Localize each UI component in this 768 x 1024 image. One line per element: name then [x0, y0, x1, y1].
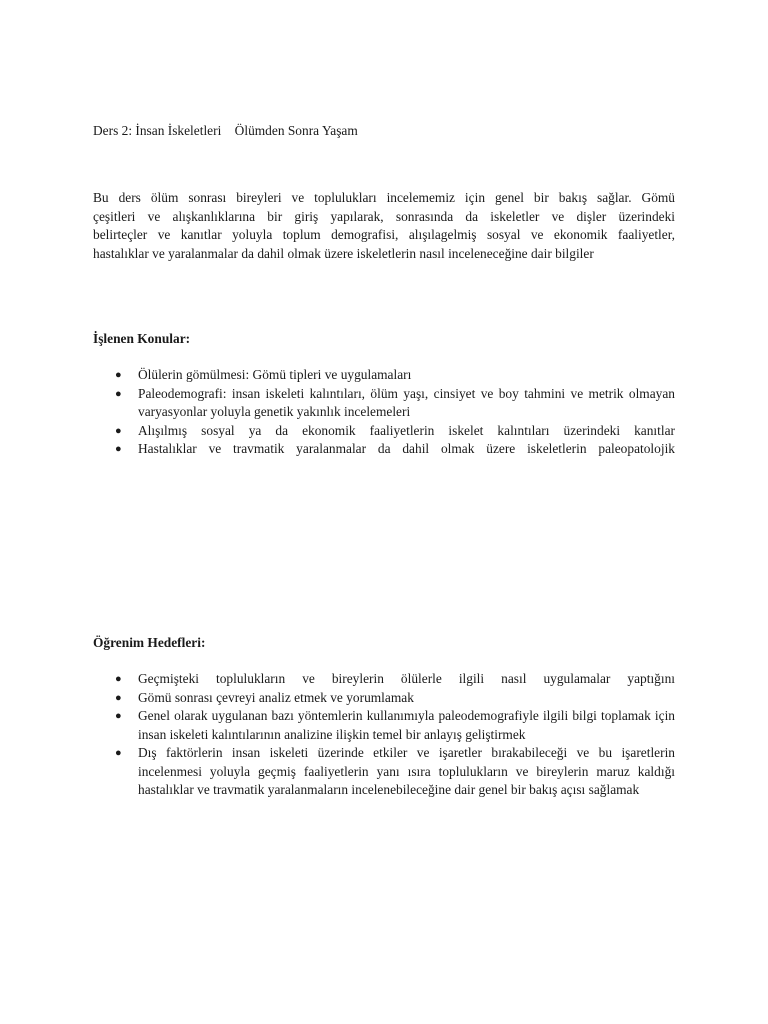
list-item: [93, 670, 675, 689]
topic-text: Alışılmış sosyal ya da ekonomik faaliyetlerin iskelet kalıntıları üzerindeki kanıtlar: [138, 422, 675, 438]
intro-line: belirteçler ve kanıtlar yoluyla toplum demografisi, alışılagelmiş sosyal ve ekonomik faaliyetler,: [93, 227, 675, 242]
list-item: [93, 385, 675, 422]
bullet-icon: ●: [115, 369, 122, 381]
bullet-icon: ●: [115, 747, 122, 759]
list-item: [93, 422, 675, 441]
list-item: [93, 366, 675, 385]
topics-heading: İşlenen Konular:: [93, 331, 191, 346]
intro-line: Bu ders ölüm sonrası bireyleri ve toplulukları incelememiz için genel bir bakış sağlar. Gömü: [93, 190, 675, 205]
bullet-icon: ●: [115, 424, 122, 437]
bullet-icon: ●: [115, 673, 122, 685]
goal-text: Gömü sonrası çevreyi analiz etmek ve yorumlamak: [138, 689, 414, 705]
goals-list: [93, 670, 675, 800]
bullet-icon: ●: [115, 710, 122, 722]
bullet-icon: ●: [115, 387, 122, 400]
topics-list: [93, 366, 675, 459]
topic-text: Hastalıklar ve travmatik yaralanmalar da dahil olmak üzere iskeletlerin paleopatolojik: [138, 441, 675, 456]
list-item: [93, 744, 675, 800]
intro-line: hastalıklar ve yaralanmalar da dahil olmak üzere iskeletlerin nasıl inceleneceğine dair bilgiler: [93, 245, 594, 261]
goal-text: Genel olarak uygulanan bazı yöntemlerin kullanımıyla paleodemografiyle ilgili bilgi toplamak için insan iskeleti kalıntılarının analizine ilişkin temel bir anlayış geliştirmek: [138, 708, 675, 742]
bullet-icon: ●: [115, 443, 122, 455]
list-item: [93, 440, 675, 459]
goal-text: Dış faktörlerin insan iskeleti üzerinde etkiler ve işaretler bırakabileceği ve bu işaretlerin incelenmesi yoluyla geçmiş faaliyetlerin yanı ısıra toplulukların ve bireylerin maruz kaldığı hastalıklar ve travmatik yaralanmaların incelenebileceğine dair genel bir bakış açısı sağlamak: [138, 745, 675, 797]
goal-text: Geçmişteki toplulukların ve bireylerin ölülerle ilgili nasıl uygulamalar yaptığını: [138, 671, 675, 686]
list-item: [93, 707, 675, 744]
list-item: [93, 689, 675, 708]
intro-line: çeşitleri ve alışkanlıklarına bir giriş yapılarak, sonrasında da iskeletler ve dişler üzerindeki: [93, 208, 675, 224]
topic-text: Paleodemografi: insan iskeleti kalıntıları, ölüm yaşı, cinsiyet ve boy tahmini ve metrik olmayan varyasyonlar yoluyla genetik yakınlık incelemeleri: [138, 385, 675, 419]
goals-heading: Öğrenim Hedefleri:: [93, 635, 206, 650]
intro-paragraph: [93, 189, 675, 263]
page-title: Ders 2: İnsan İskeletleri Ölümden Sonra Yaşam: [93, 123, 358, 138]
topic-text: Ölülerin gömülmesi: Gömü tipleri ve uygulamaları: [138, 367, 412, 382]
bullet-icon: ●: [115, 691, 122, 704]
